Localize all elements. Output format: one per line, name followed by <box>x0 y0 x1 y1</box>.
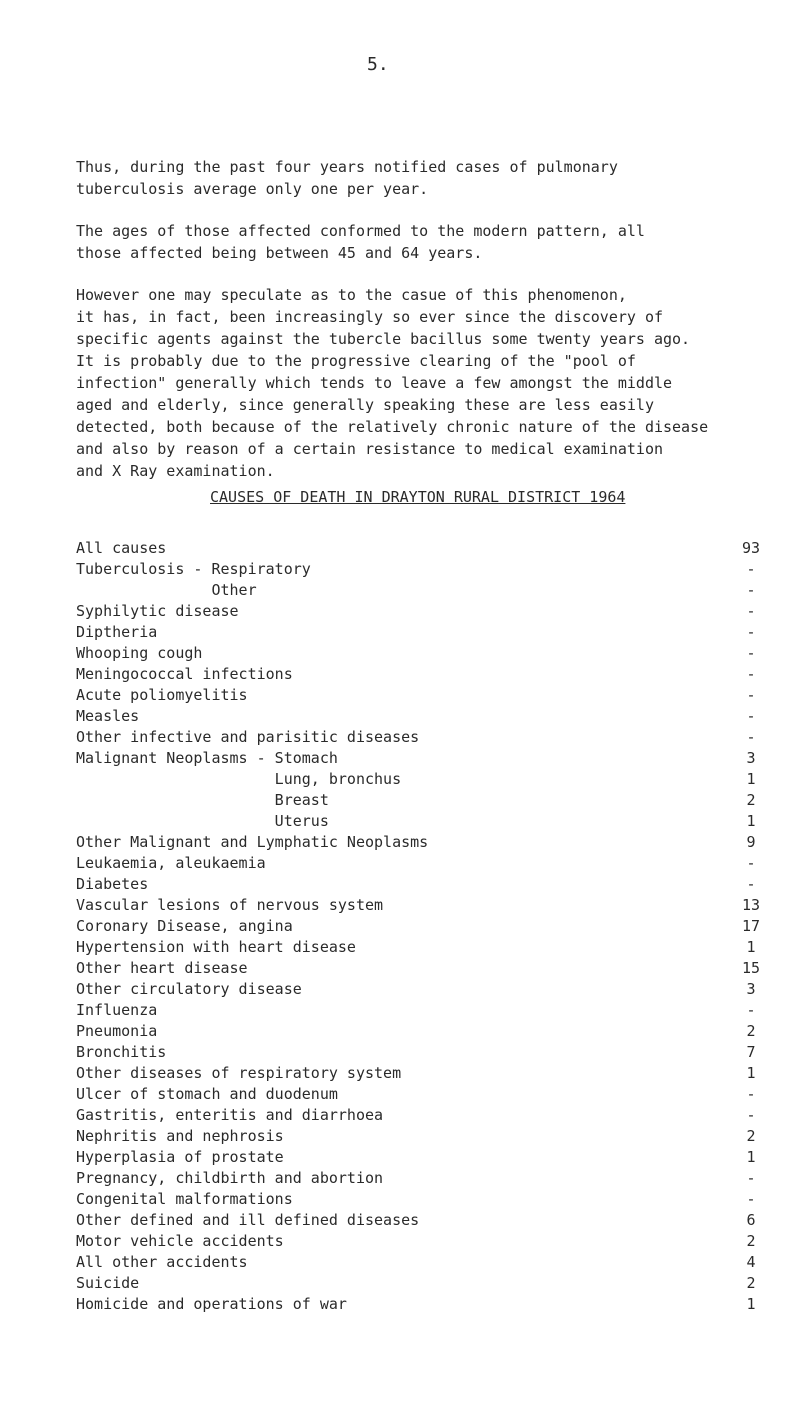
cause-label: Nephritis and nephrosis <box>76 1127 284 1145</box>
table-row <box>76 1126 766 1147</box>
table-row <box>76 664 766 685</box>
table-row <box>76 790 766 811</box>
cause-label: Hyperplasia of prostate <box>76 1148 284 1166</box>
table-row <box>76 895 766 916</box>
table-row <box>76 769 766 790</box>
death-count: - <box>746 644 756 662</box>
table-row <box>76 1189 766 1210</box>
cause-label: Tuberculosis - Respiratory <box>76 560 311 578</box>
cause-label: Acute poliomyelitis <box>76 686 248 704</box>
death-count: 2 <box>746 1127 756 1145</box>
paragraph-ages-affected: The ages of those affected conformed to the modern pattern, all those affected being between 45 and 64 years. <box>76 222 645 262</box>
cause-label: Hypertension with heart disease <box>76 938 356 956</box>
death-count: 13 <box>741 896 761 914</box>
death-count: 3 <box>746 749 756 767</box>
cause-label: Motor vehicle accidents <box>76 1232 284 1250</box>
table-row <box>76 916 766 937</box>
table-row <box>76 1273 766 1294</box>
table-row <box>76 1231 766 1252</box>
table-row <box>76 1063 766 1084</box>
cause-label: Ulcer of stomach and duodenum <box>76 1085 338 1103</box>
death-count: 1 <box>746 770 756 788</box>
table-row <box>76 727 766 748</box>
cause-label: Other defined and ill defined diseases <box>76 1211 420 1229</box>
table-row <box>76 1294 766 1315</box>
table-row <box>76 832 766 853</box>
death-count: 1 <box>746 938 756 956</box>
death-count: 1 <box>746 1148 756 1166</box>
paragraph-tuberculosis-average: Thus, during the past four years notified cases of pulmonary tuberculosis average only one per year. <box>76 158 618 198</box>
cause-label: Other Malignant and Lymphatic Neoplasms <box>76 833 429 851</box>
cause-label: Measles <box>76 707 140 725</box>
table-row <box>76 643 766 664</box>
cause-label: Uterus <box>76 812 329 830</box>
table-row <box>76 1105 766 1126</box>
table-row <box>76 1210 766 1231</box>
cause-label: Homicide and operations of war <box>76 1295 347 1313</box>
table-row <box>76 979 766 1000</box>
table-row <box>76 958 766 979</box>
death-count: 9 <box>746 833 756 851</box>
death-count: - <box>746 707 756 725</box>
table-title: CAUSES OF DEATH IN DRAYTON RURAL DISTRICT 1964 <box>210 488 626 506</box>
table-row <box>76 1168 766 1189</box>
table-row <box>76 685 766 706</box>
death-count: 4 <box>746 1253 756 1271</box>
table-row <box>76 811 766 832</box>
table-row <box>76 580 766 601</box>
death-count: - <box>746 581 756 599</box>
table-row <box>76 1084 766 1105</box>
death-count: - <box>746 854 756 872</box>
table-row <box>76 937 766 958</box>
death-count: - <box>746 875 756 893</box>
cause-label: Leukaemia, aleukaemia <box>76 854 266 872</box>
cause-label: Syphilytic disease <box>76 602 239 620</box>
table-row <box>76 1000 766 1021</box>
cause-label: Pregnancy, childbirth and abortion <box>76 1169 384 1187</box>
cause-label: Malignant Neoplasms - Stomach <box>76 749 338 767</box>
cause-label: Other infective and parisitic diseases <box>76 728 420 746</box>
cause-label: Gastritis, enteritis and diarrhoea <box>76 1106 384 1124</box>
table-row <box>76 622 766 643</box>
cause-label: Whooping cough <box>76 644 203 662</box>
death-count: - <box>746 602 756 620</box>
cause-label: Other heart disease <box>76 959 248 977</box>
table-row <box>76 1042 766 1063</box>
death-count: - <box>746 686 756 704</box>
death-count: 1 <box>746 812 756 830</box>
cause-label: Diabetes <box>76 875 149 893</box>
table-row <box>76 559 766 580</box>
death-count: 7 <box>746 1043 756 1061</box>
cause-label: Other <box>76 581 257 599</box>
death-count: - <box>746 623 756 641</box>
table-row <box>76 1252 766 1273</box>
table-row <box>76 601 766 622</box>
cause-label: Bronchitis <box>76 1043 167 1061</box>
death-count: 2 <box>746 791 756 809</box>
cause-label: Other diseases of respiratory system <box>76 1064 402 1082</box>
death-count: 1 <box>746 1295 756 1313</box>
cause-label: Suicide <box>76 1274 140 1292</box>
table-row <box>76 1021 766 1042</box>
death-count: - <box>746 560 756 578</box>
table-row <box>76 706 766 727</box>
death-count: - <box>746 1169 756 1187</box>
cause-label: All other accidents <box>76 1253 248 1271</box>
table-row <box>76 748 766 769</box>
cause-label: Diptheria <box>76 623 158 641</box>
cause-label: Congenital malformations <box>76 1190 293 1208</box>
death-count: 6 <box>746 1211 756 1229</box>
page-number: 5. <box>367 54 389 75</box>
death-count: - <box>746 1106 756 1124</box>
table-row <box>76 853 766 874</box>
cause-label: All causes <box>76 539 167 557</box>
death-count: - <box>746 1085 756 1103</box>
table-row <box>76 874 766 895</box>
cause-label: Lung, bronchus <box>76 770 402 788</box>
death-count: 93 <box>741 539 761 557</box>
cause-label: Breast <box>76 791 329 809</box>
causes-of-death-table <box>76 538 766 1315</box>
death-count: 2 <box>746 1232 756 1250</box>
death-count: 15 <box>741 959 761 977</box>
cause-label: Other circulatory disease <box>76 980 302 998</box>
cause-label: Vascular lesions of nervous system <box>76 896 384 914</box>
cause-label: Coronary Disease, angina <box>76 917 293 935</box>
death-count: 3 <box>746 980 756 998</box>
cause-label: Meningococcal infections <box>76 665 293 683</box>
table-row <box>76 1147 766 1168</box>
cause-label: Pneumonia <box>76 1022 158 1040</box>
death-count: - <box>746 665 756 683</box>
death-count: 2 <box>746 1274 756 1292</box>
death-count: 17 <box>741 917 761 935</box>
death-count: - <box>746 1190 756 1208</box>
death-count: - <box>746 728 756 746</box>
death-count: 1 <box>746 1064 756 1082</box>
death-count: - <box>746 1001 756 1019</box>
paragraph-speculation: However one may speculate as to the casue of this phenomenon, it has, in fact, been increasingly so ever since the discovery of specific agents against the tubercle bacillus some twenty years ago. It is probably due to the progressive clearing of the "pool of infection" generally which tends to leave a few amongst the middle aged and elderly, since generally speaking these are less easily detected, both because of the relatively chronic nature of the disease and also by reason of a certain resistance to medical examination and X Ray examination. <box>76 286 709 480</box>
death-count: 2 <box>746 1022 756 1040</box>
table-row <box>76 538 766 559</box>
cause-label: Influenza <box>76 1001 158 1019</box>
